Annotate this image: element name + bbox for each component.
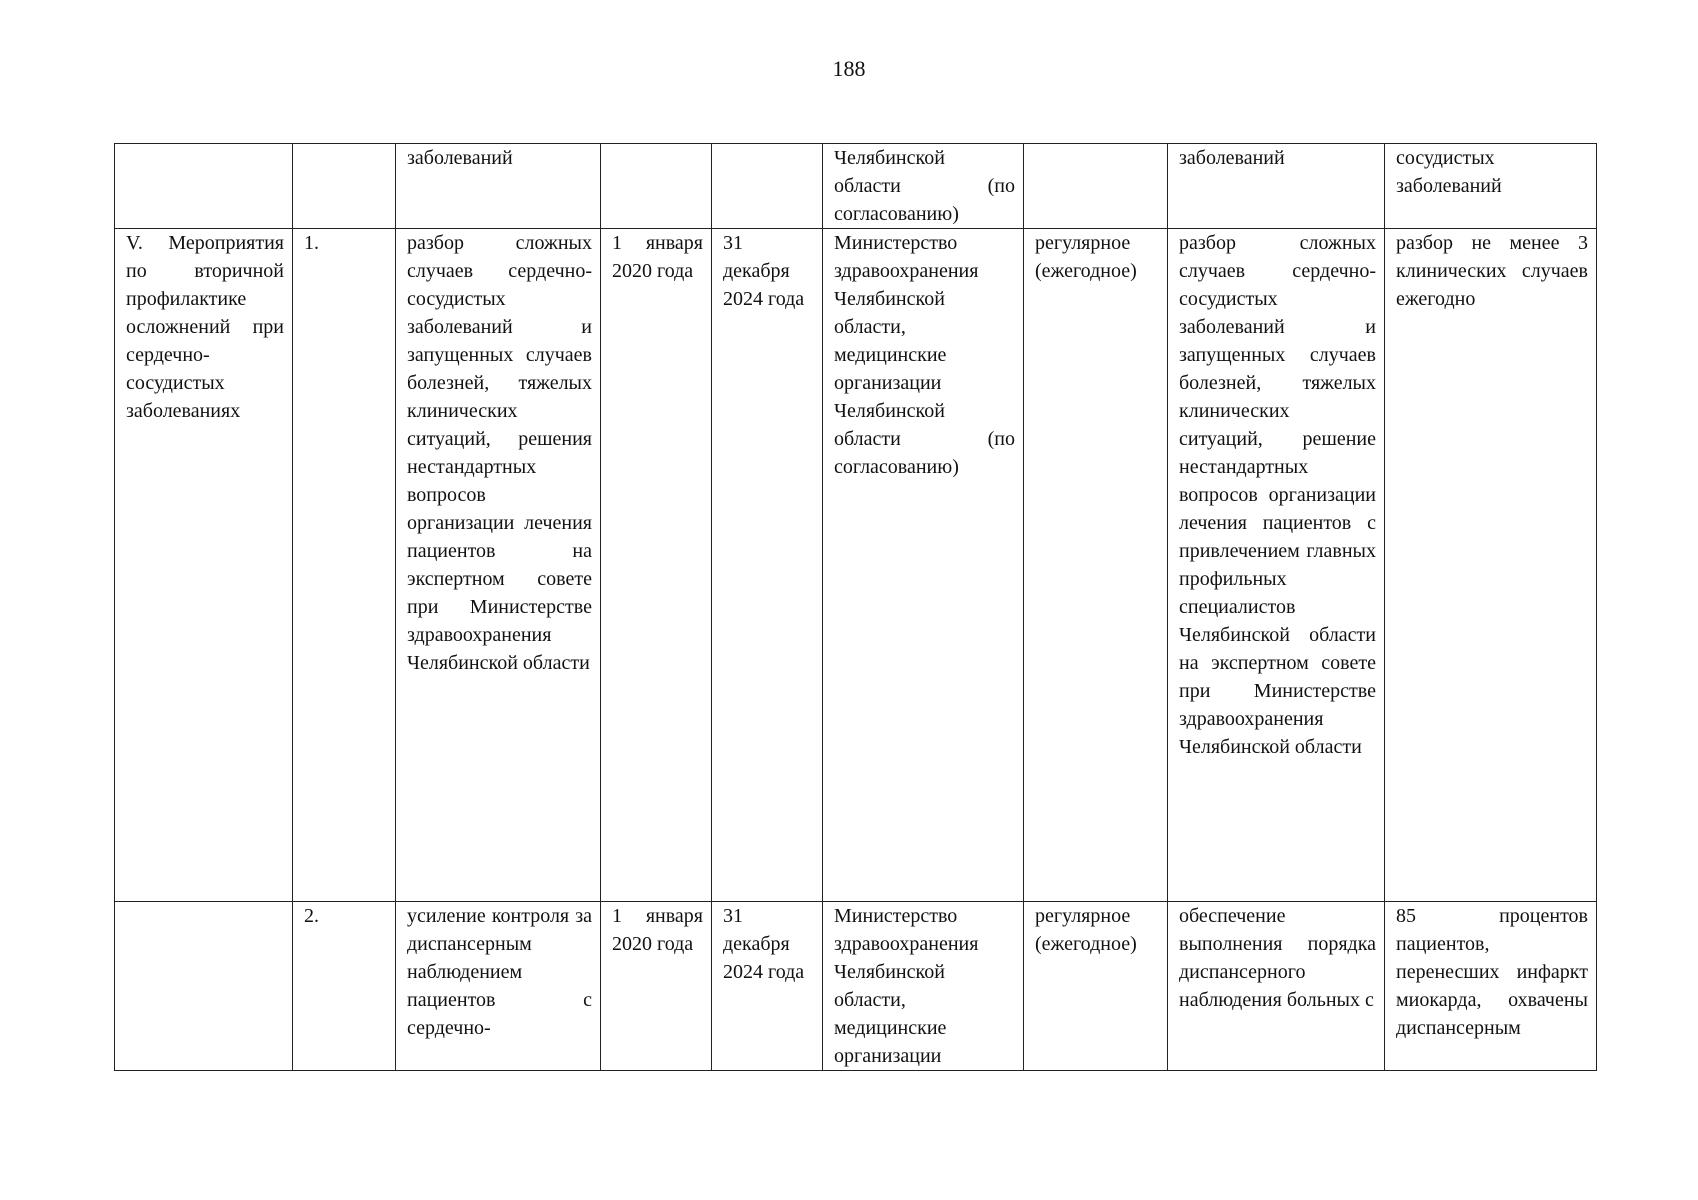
cell-type bbox=[1024, 144, 1168, 229]
cell-number: 1. bbox=[293, 229, 396, 902]
measures-table bbox=[114, 143, 1597, 1071]
cell-start-date: 1 января 2020 года bbox=[601, 902, 712, 1071]
cell-result: обеспечение выполнения порядка диспансерного наблюдения больных с bbox=[1168, 902, 1385, 1071]
cell-result: разбор сложных случаев сердечно-сосудистых заболеваний и запущенных случаев болезней, тяжелых клинических ситуаций, решение нестандартных вопросов организации лечения пациентов с привлечением главных профильных специалистов Челябинской области на экспертном совете при Министерстве здравоохранения Челябинской области bbox=[1168, 229, 1385, 902]
cell-indicator: 85 процентов пациентов, перенесших инфаркт миокарда, охвачены диспансерным bbox=[1385, 902, 1597, 1071]
cell-start-date bbox=[601, 144, 712, 229]
table-row bbox=[115, 902, 1597, 1071]
cell-section bbox=[115, 144, 293, 229]
cell-number bbox=[293, 144, 396, 229]
cell-section bbox=[115, 902, 293, 1071]
cell-section: V. Мероприятия по вторичной профилактике осложнений при сердечно-сосудистых заболеваниях bbox=[115, 229, 293, 902]
cell-result: заболеваний bbox=[1168, 144, 1385, 229]
cell-measure: заболеваний bbox=[396, 144, 601, 229]
cell-type: регулярное (ежегодное) bbox=[1024, 229, 1168, 902]
cell-end-date bbox=[712, 144, 823, 229]
cell-responsible: Министерство здравоохранения Челябинской области, медицинские организации Челябинской области (по согласованию) bbox=[823, 229, 1024, 902]
cell-measure: усиление контроля за диспансерным наблюдением пациентов с сердечно- bbox=[396, 902, 601, 1071]
cell-number: 2. bbox=[293, 902, 396, 1071]
cell-responsible: Министерство здравоохранения Челябинской области, медицинские организации bbox=[823, 902, 1024, 1071]
cell-end-date: 31 декабря 2024 года bbox=[712, 229, 823, 902]
cell-type: регулярное (ежегодное) bbox=[1024, 902, 1168, 1071]
cell-responsible: Челябинской области (по согласованию) bbox=[823, 144, 1024, 229]
cell-end-date: 31 декабря 2024 года bbox=[712, 902, 823, 1071]
page-number: 188 bbox=[832, 56, 866, 81]
cell-start-date: 1 января 2020 года bbox=[601, 229, 712, 902]
cell-indicator: разбор не менее 3 клинических случаев ежегодно bbox=[1385, 229, 1597, 902]
table-row bbox=[115, 229, 1597, 902]
table-row bbox=[115, 144, 1597, 229]
cell-indicator: сосудистых заболеваний bbox=[1385, 144, 1597, 229]
cell-measure: разбор сложных случаев сердечно-сосудистых заболеваний и запущенных случаев болезней, тяжелых клинических ситуаций, решения нестандартных вопросов организации лечения пациентов на экспертном совете при Министерстве здравоохранения Челябинской области bbox=[396, 229, 601, 902]
